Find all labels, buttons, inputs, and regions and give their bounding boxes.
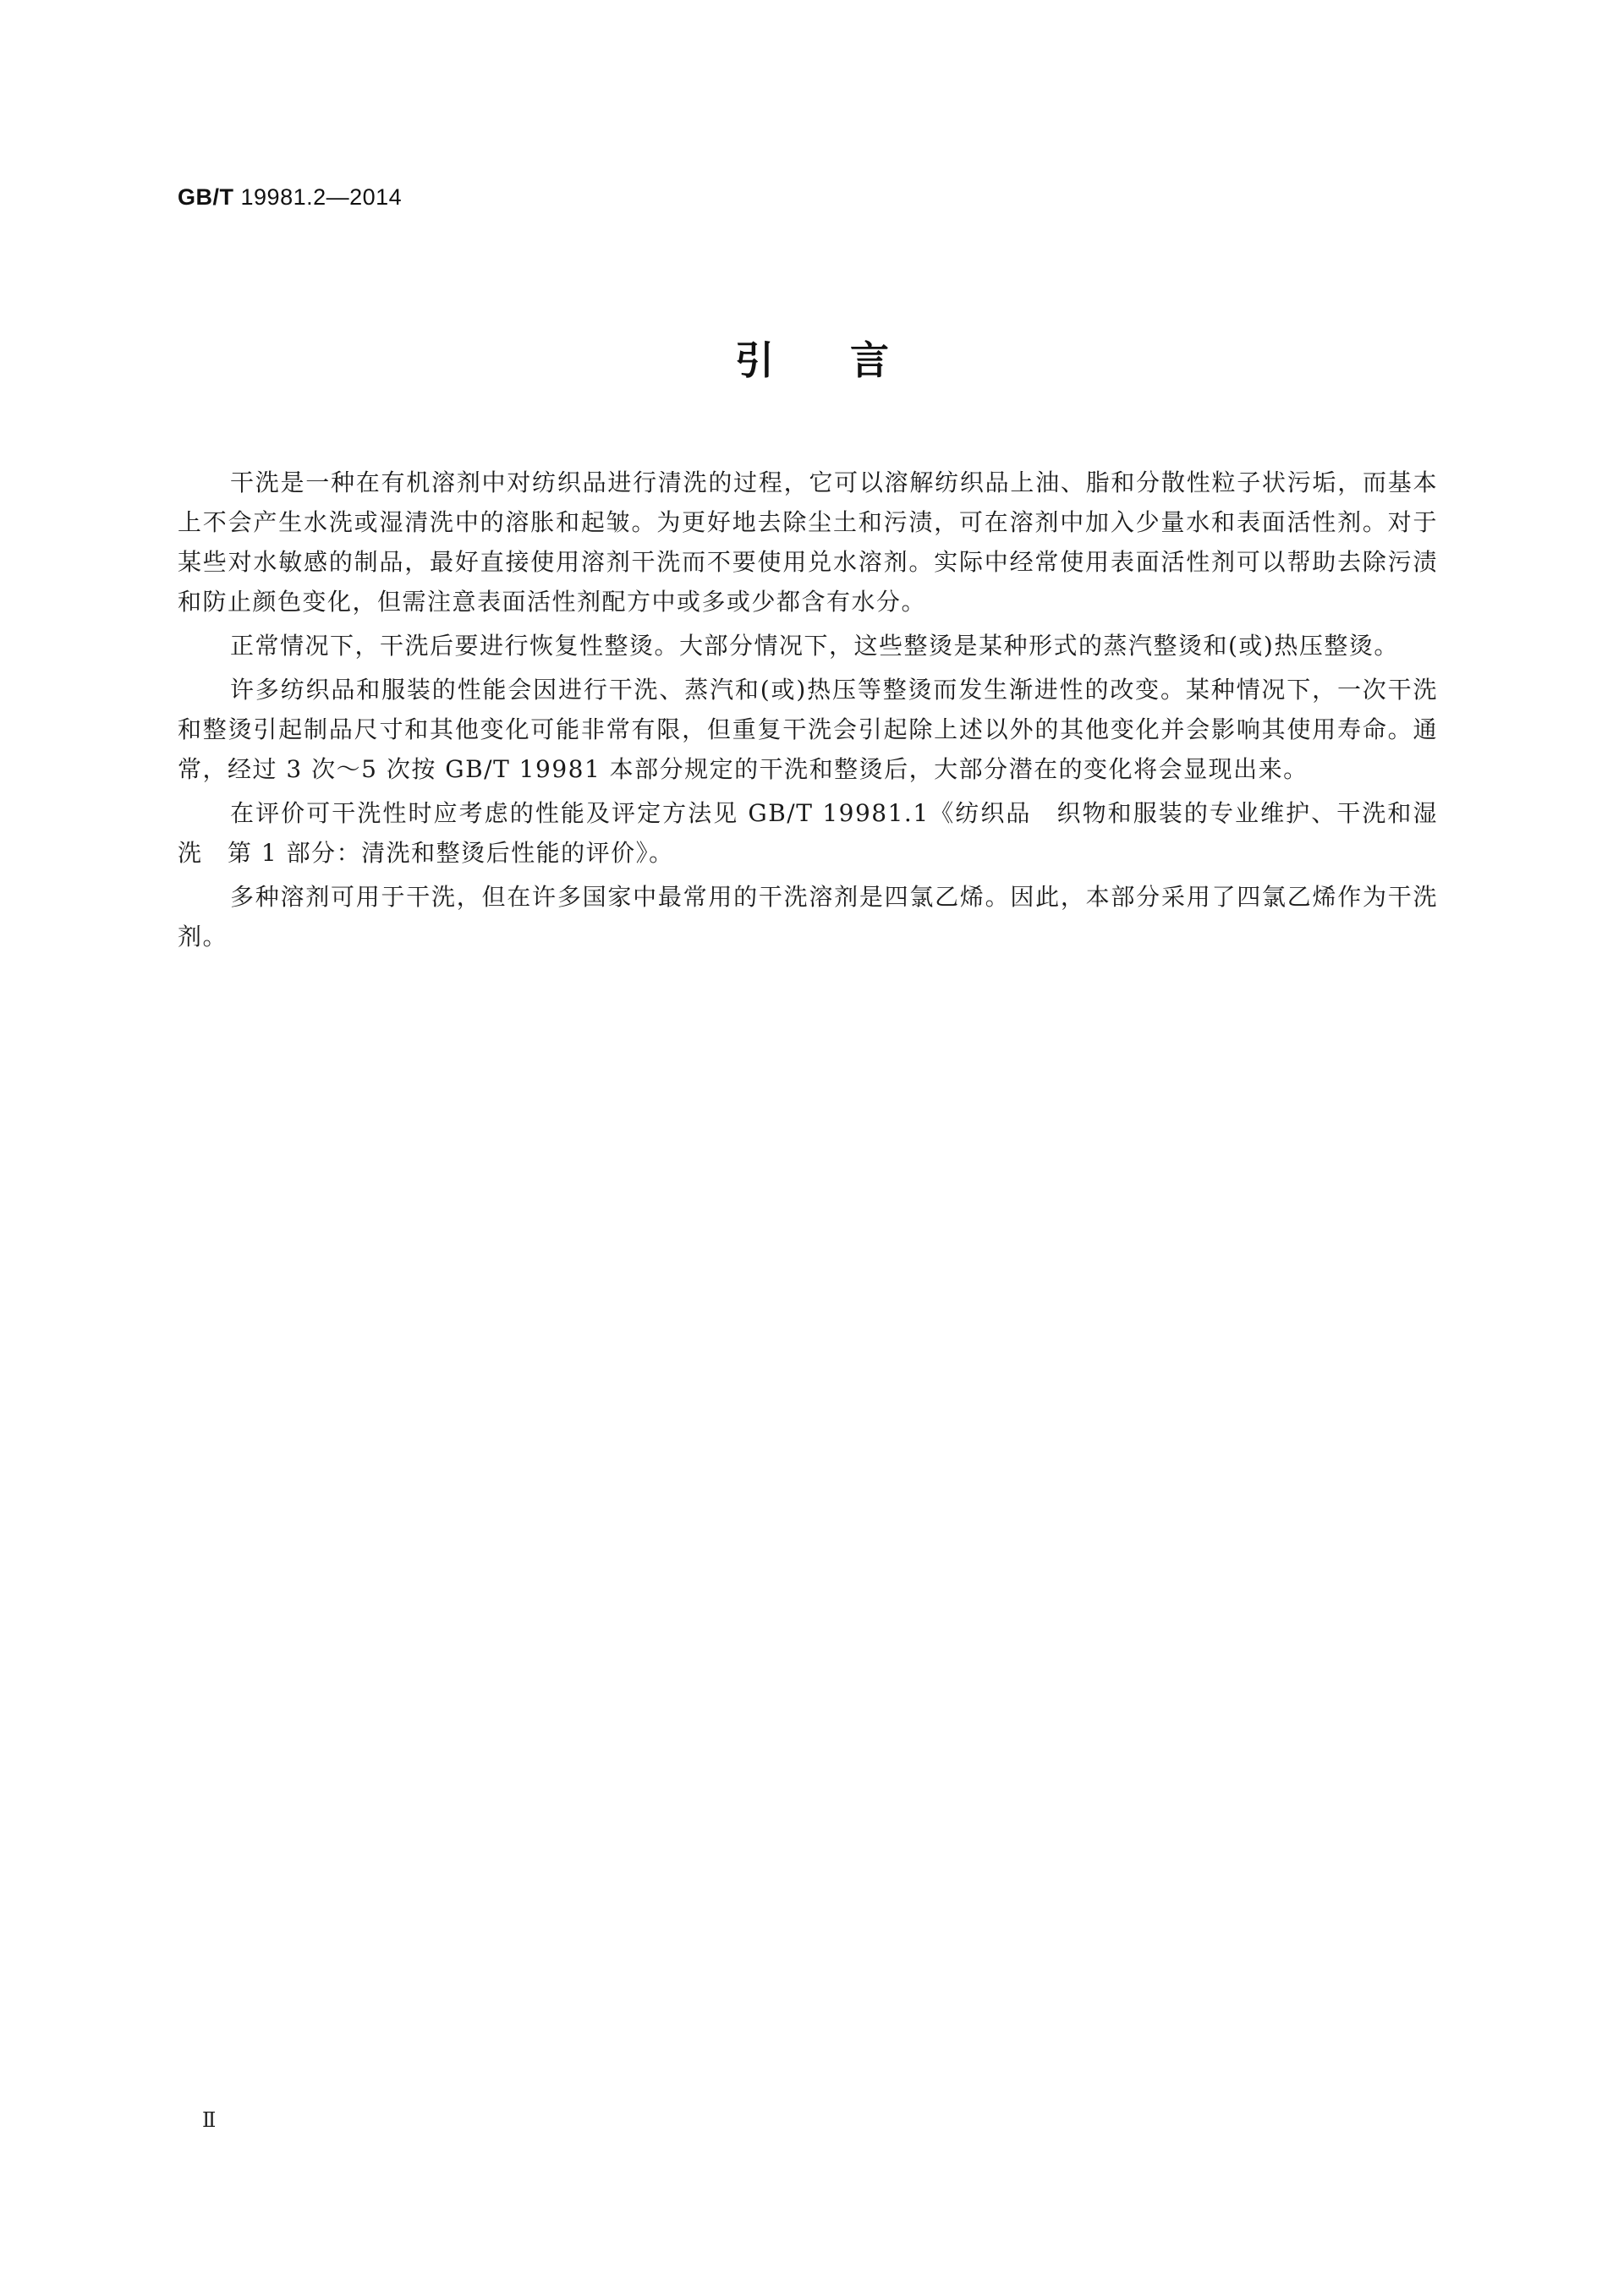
paragraph: 多种溶剂可用于干洗，但在许多国家中最常用的干洗溶剂是四氯乙烯。因此，本部分采用了四氯乙烯作为干洗剂。 bbox=[178, 883, 1438, 951]
paragraph: 干洗是一种在有机溶剂中对纺织品进行清洗的过程，它可以溶解纺织品上油、脂和分散性粒子状污垢，而基本上不会产生水洗或湿清洗中的溶胀和起皱。为更好地去除尘土和污渍，可在溶剂中加入少量水和表面活性剂。对于某些对水敏感的制品，最好直接使用溶剂干洗而不要使用兑水溶剂。实际中经常使用表面活性剂可以帮助去除污渍和防止颜色变化，但需注意表面活性剂配方中或多或少都含有水分。 bbox=[178, 469, 1438, 616]
standard-prefix: GB/T bbox=[178, 184, 234, 210]
paragraph: 正常情况下，干洗后要进行恢复性整烫。大部分情况下，这些整烫是某种形式的蒸汽整烫和(或)热压整烫。 bbox=[230, 632, 1399, 660]
page-number: Ⅱ bbox=[202, 2108, 217, 2132]
paragraph: 许多纺织品和服装的性能会因进行干洗、蒸汽和(或)热压等整烫而发生渐进性的改变。某种情况下，一次干洗和整烫引起制品尺寸和其他变化可能非常有限，但重复干洗会引起除上述以外的其他变化并会影响其使用寿命。通常，经过 3 次～5 次按 GB/T 19981 本部分规定的干洗和整烫后，大部分潜在的变化将会显现出来。 bbox=[178, 676, 1438, 783]
standard-number: 19981.2—2014 bbox=[240, 184, 403, 210]
page-title: 引言 bbox=[735, 337, 965, 383]
standard-code bbox=[178, 184, 402, 211]
paragraph: 在评价可干洗性时应考虑的性能及评定方法见 GB/T 19981.1《纺织品 织物和服装的专业维护、干洗和湿洗 第 1 部分：清洗和整烫后性能的评价》。 bbox=[178, 799, 1438, 867]
introduction-body bbox=[178, 463, 1438, 961]
